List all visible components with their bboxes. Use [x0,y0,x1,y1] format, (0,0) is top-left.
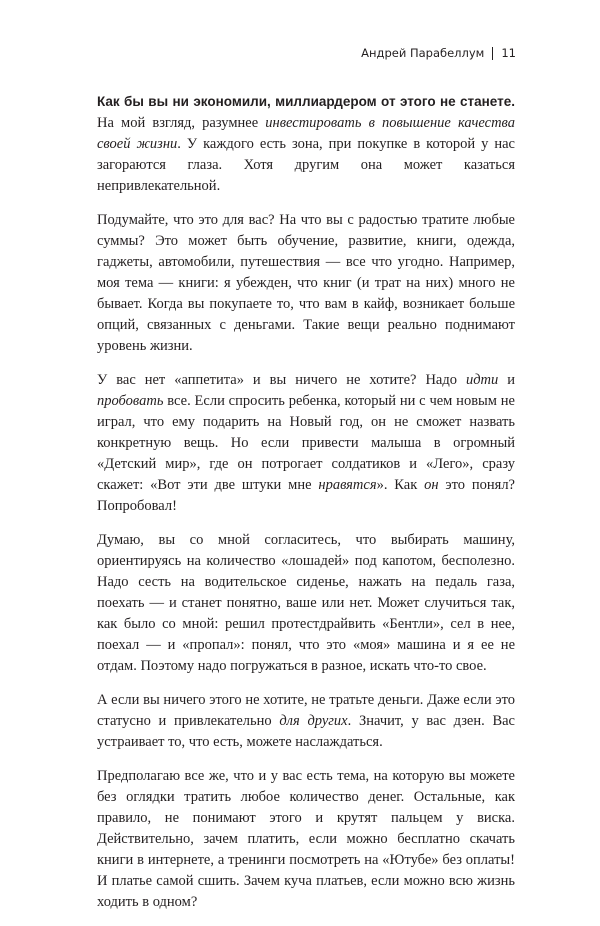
paragraph-2: Подумайте, что это для вас? На что вы с радостью тратите любые суммы? Это может быть обучение, развитие, книги, одежда, гаджеты, автомобили, путешествия — все что угодно. Например, моя тема — книги: я убежден, что книг (и трат на них) много не бывает. Когда вы покупаете то, что вам в кайф, возникает больше опций, связанных с деньгами. Такие вещи реально поднимают уровень жизни. [97,212,515,354]
bold-lead: Как бы вы ни экономили, миллиардером от этого не станете. [97,94,515,109]
text-span: А если вы ничего этого не хотите, не тратьте деньги. Даже если это статусно и привлекательно [97,692,515,729]
text-span: это понял? Попробовал! [97,477,515,514]
italic-span: идти [465,372,499,388]
text-span: и [498,372,516,388]
text-span: . Значит, у вас дзен. Вас устраивает то, что есть, можете наслаждаться. [97,713,515,750]
text-span: На мой взгляд, разумнее [97,115,266,131]
italic-span: пробовать [97,393,164,409]
paragraph-5 [97,690,515,753]
text-span: . У каждого есть зона, при покупке в которой у нас загораются глаза. Хотя другим она может казаться непривлекательной. [97,136,515,194]
text-span: все. Если спросить ребенка, который ни с чем новым не играл, что ему подарить на Новый год, он не сможет назвать конкретную вещь. Но если привести малыша в огромный «Детский мир», где он потрогает солдатиков и «Лего», сразу скажет: «Вот эти две штуки мне [97,393,515,493]
italic-span: инвестировать в повышение качества своей жизни [97,115,515,152]
page-number: 11 [501,46,516,60]
paragraph-3 [97,370,515,517]
text-span: У вас нет «аппетита» и вы ничего не хотите? Надо [97,372,466,388]
paragraph-4: Думаю, вы со мной согласитесь, что выбирать машину, ориентируясь на количество «лошадей» под капотом, бесполезно. Надо сесть на водительское сиденье, нажать на педаль газа, поехать — и станет понятно, ваше или нет. Может случиться так, как было со мной: решил протестдрайвить «Бентли», сел в нее, поехал — и «пропал»: понял, что это «моя» машина и я ее не отдам. Поэтому надо погружаться в разное, искать что-то свое. [97,532,515,674]
page-body [97,91,515,926]
header-author: Андрей Парабеллум [361,46,485,60]
italic-span: для других [279,713,348,729]
italic-span: нравятся [318,477,377,493]
running-header [361,46,516,60]
text-span: ». Как [376,477,425,493]
paragraph-1 [97,91,515,197]
italic-span: он [424,477,439,493]
paragraph-6: Предполагаю все же, что и у вас есть тема, на которую вы можете без оглядки тратить любое количество денег. Остальные, как правило, не понимают этого и крутят пальцем у виска. Действительно, зачем платить, если можно бесплатно скачать книги в интернете, а тренинги посмотреть на «Ютубе» без оплаты! И платье самой сшить. Зачем куча платьев, если можно всю жизнь ходить в одном? [97,768,515,910]
header-divider [492,47,493,60]
